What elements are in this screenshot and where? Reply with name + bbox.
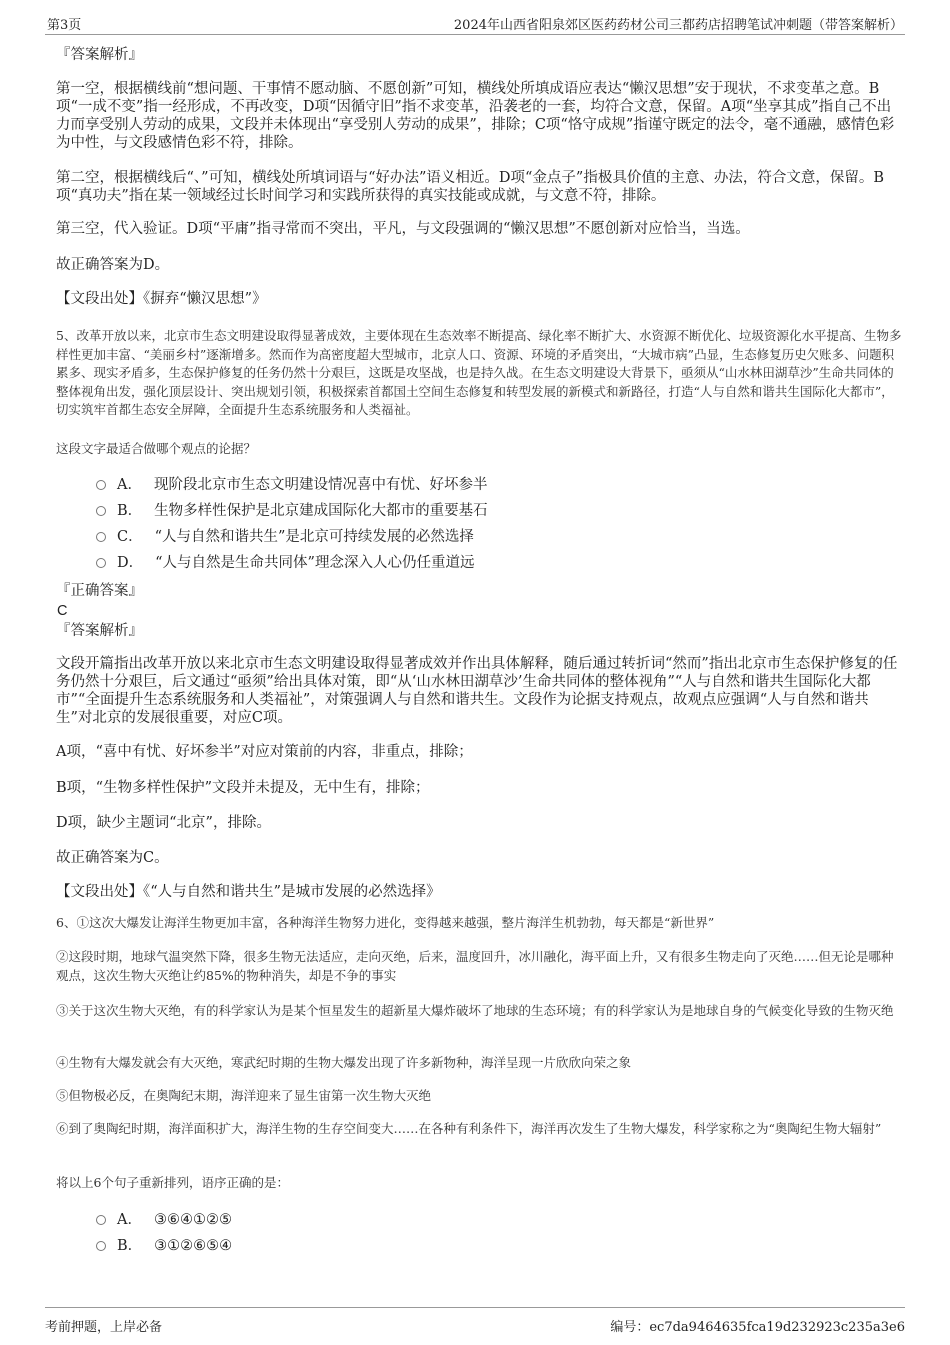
page-footer [45,1307,905,1336]
option-c[interactable] [96,528,474,546]
option-text: “人与自然是生命共同体”理念深入人心仍任重道远 [155,555,475,571]
passage-source: 【文段出处】《摒弃“懒汉思想”》 [56,291,267,307]
passage-source: 【文段出处】《“人与自然和谐共生”是城市发展的必然选择》 [56,884,441,900]
option-a[interactable] [96,1211,232,1229]
radio-icon[interactable] [96,558,106,568]
option-b[interactable] [96,502,488,520]
question-6-prompt: 将以上6个句子重新排列，语序正确的是： [56,1175,289,1190]
option-letter: B． [117,503,143,519]
analysis-label: 『答案解析』 [56,47,143,63]
question-6-sentence-6: ⑥到了奥陶纪时期，海洋面积扩大，海洋生物的生存空间变大……在各种有利条件下，海洋再次发生了生物大爆发，科学家称之为“奥陶纪生物大辐射” [56,1121,882,1136]
question-5-analysis: 文段开篇指出改革开放以来北京市生态文明建设取得显著成效并作出具体解释，随后通过转折词“然而”指出北京市生态保护修复的任务仍然十分艰巨，后文通过“亟须”给出具体对策，即“从‘山水林田湖草沙’生命共同体的整体视角”“人与自然和谐共生国际化大都市”“全面提升生态系统服务和人类福祉”，对策强调人与自然和谐共生。文段作为论据支持观点，故观点应强调“人与自然和谐共生”对北京的发展很重要，对应C项。 [56,656,898,726]
analysis-label: 『答案解析』 [56,623,143,639]
analysis-conclusion: 故正确答案为C。 [56,850,169,866]
question-6-sentence-4: ④生物有大爆发就会有大灭绝，寒武纪时期的生物大爆发出现了许多新物种，海洋呈现一片欣欣向荣之象 [56,1055,632,1070]
radio-icon[interactable] [96,480,106,490]
page-number: 第3页 [47,18,82,33]
radio-icon[interactable] [96,532,106,542]
radio-icon[interactable] [96,1215,106,1225]
question-6-sentence-2: ②这段时期，地球气温突然下降，很多生物无法适应，走向灭绝，后来，温度回升，冰川融化，海平面上升，又有很多生物走向了灭绝……但无论是哪种观点，这次生物大灭绝让约85%的物种消失，却是不争的事实 [56,949,894,983]
analysis-paragraph-3: 第三空，代入验证。D项“平庸”指寻常而不突出，平凡，与文段强调的“懒汉思想”不愿创新对应恰当，当选。 [56,221,750,237]
option-text: 现阶段北京市生态文明建设情况喜中有忧、好坏参半 [153,477,488,493]
option-b[interactable] [96,1237,232,1255]
question-6-sentence-5: ⑤但物极必反，在奥陶纪末期，海洋迎来了显生宙第一次生物大灭绝 [56,1088,432,1103]
option-letter: D． [117,555,144,571]
question-6-sentence-3: ③关于这次生物大灭绝，有的科学家认为是某个恒星发生的超新星大爆炸破坏了地球的生态环境；有的科学家认为是地球自身的气候变化导致的生物灭绝 [56,1003,894,1018]
analysis-paragraph-1: 第一空，根据横线前“想问题、干事情不愿动脑、不愿创新”可知，横线处所填成语应表达“懒汉思想”安于现状，不求变革之意。B项“一成不变”指一经形成，不再改变，D项“因循守旧”指不求变革，沿袭老的一套，均符合文意，保留。A项“坐享其成”指自己不出力而享受别人劳动的成果，文段并未体现出“享受别人劳动的成果”，排除；C项“恪守成规”指谨守既定的法令，毫不通融，感情色彩为中性，与文段感情色彩不符，排除。 [56,81,895,151]
radio-icon[interactable] [96,506,106,516]
question-5-prompt: 这段文字最适合做哪个观点的论据？ [56,441,257,456]
option-d[interactable] [96,554,474,572]
question-6-sentence-1: 6、①这次大爆发让海洋生物更加丰富，各种海洋生物努力进化，变得越来越强，整片海洋生机勃勃，每天都是“新世界” [56,915,715,930]
document-id: 编号：ec7da9464635fca19d232923c235a3e6 [610,1320,905,1335]
option-text: 生物多样性保护是北京建成国际化大都市的重要基石 [154,503,488,519]
option-text: “人与自然和谐共生”是北京可持续发展的必然选择 [154,529,474,545]
option-letter: B． [117,1238,143,1254]
document-title: 2024年山西省阳泉郊区医药药材公司三都药店招聘笔试冲刺题（带答案解析） [453,18,903,33]
option-text: ③⑥④①②⑤ [153,1212,232,1228]
correct-answer: C [57,603,68,619]
option-text: ③①②⑥⑤④ [154,1238,233,1254]
analysis-option-d: D项，缺少主题词“北京”，排除。 [56,815,271,831]
correct-answer-label: 『正确答案』 [56,583,143,599]
analysis-option-a: A项，“喜中有忧、好坏参半”对应对策前的内容，非重点，排除； [56,744,473,760]
analysis-conclusion: 故正确答案为D。 [56,257,170,273]
analysis-option-b: B项，“生物多样性保护”文段并未提及，无中生有，排除； [56,780,430,796]
option-letter: A． [117,1212,142,1228]
footer-slogan: 考前押题，上岸必备 [45,1320,163,1335]
option-letter: C． [117,529,143,545]
analysis-paragraph-2: 第二空，根据横线后“、”可知，横线处所填词语与“好办法”语义相近。D项“金点子”指极具价值的主意、办法，符合文意，保留。B项“真功夫”指在某一领域经过长时间学习和实践所获得的真实技能或成就，与文意不符，排除。 [56,170,885,204]
option-a[interactable] [96,476,487,494]
option-letter: A． [117,477,142,493]
page-header [45,12,905,35]
radio-icon[interactable] [96,1241,106,1251]
question-5-stem: 5、改革开放以来，北京市生态文明建设取得显著成效，主要体现在生态效率不断提高、绿化率不断扩大、水资源不断优化、垃圾资源化水平提高、生物多样性更加丰富、“美丽乡村”逐渐增多。然而作为高密度超大型城市，北京人口、资源、环境的矛盾突出，“大城市病”凸显，生态修复历史欠账多、问题积累多、现实矛盾多，生态保护修复的任务仍然十分艰巨，这既是攻坚战，也是持久战。在生态文明建设大背景下，亟须从“山水林田湖草沙”生命共同体的整体视角出发，强化顶层设计、突出规划引领，积极探索首都国土空间生态修复和转型发展的新模式和新路径，打造“人与自然和谐共生国际化大都市”，切实筑牢首都生态安全屏障，全面提升生态系统服务和人类福祉。 [56,328,902,417]
